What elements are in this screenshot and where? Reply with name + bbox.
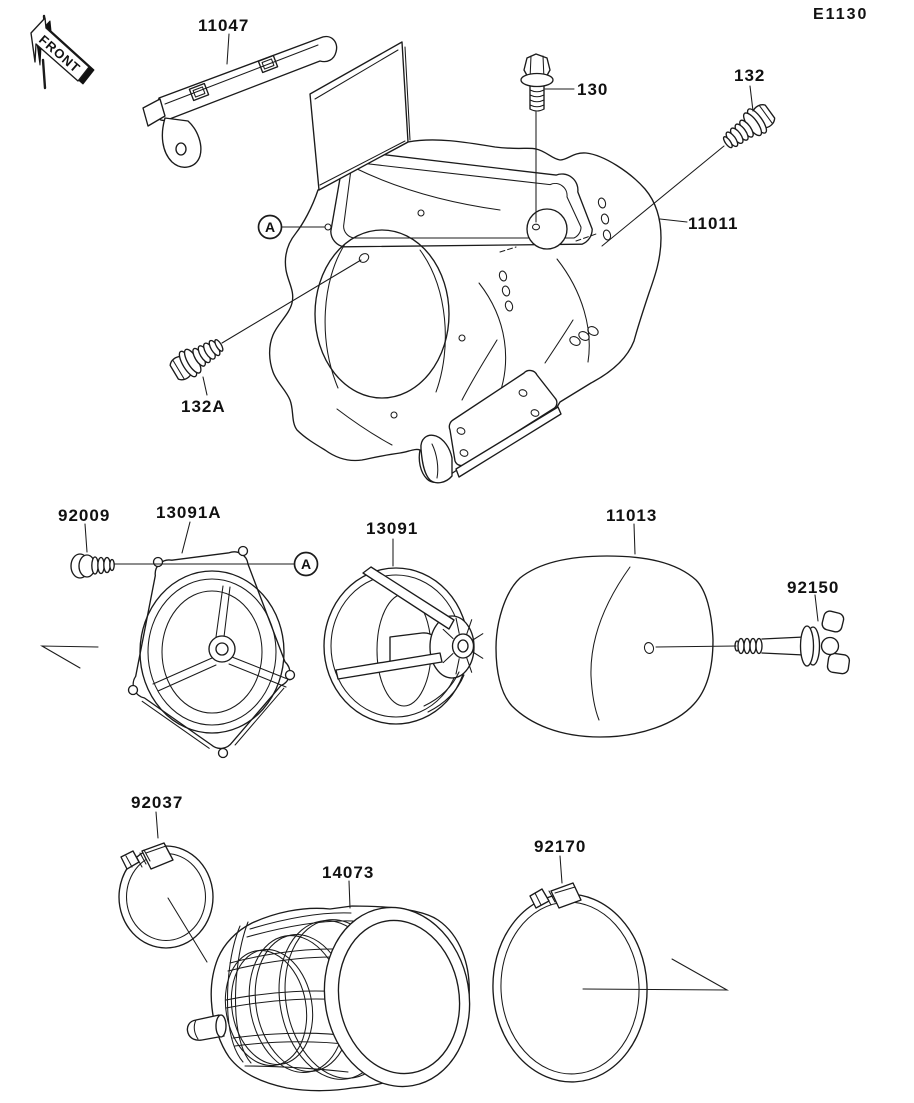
detail-marker-a-top xyxy=(259,216,282,239)
screw-92009-drawing xyxy=(71,554,114,578)
detail-marker-a-mid xyxy=(295,553,318,576)
part-label-14073: 14073 xyxy=(322,863,375,882)
bracket-drawing xyxy=(143,37,337,168)
part-label-92150: 92150 xyxy=(787,578,840,597)
part-label-92037: 92037 xyxy=(131,793,184,812)
front-label: FRONT xyxy=(36,31,84,76)
part-label-92170: 92170 xyxy=(534,837,587,856)
wing-bolt-drawing xyxy=(735,610,850,675)
air-duct-drawing xyxy=(187,896,483,1098)
clamp-front-drawing xyxy=(119,843,213,948)
page-code: E1130 xyxy=(813,6,869,23)
detail-marker-a-mid-label: A xyxy=(300,556,312,572)
air-cleaner-case-drawing xyxy=(270,42,661,483)
bolt-130-drawing xyxy=(521,54,553,111)
part-label-13091a: 13091A xyxy=(156,503,222,522)
part-label-130: 130 xyxy=(577,80,609,99)
part-label-11047: 11047 xyxy=(198,16,250,35)
detail-marker-a-top-label: A xyxy=(264,219,276,235)
part-label-132a: 132A xyxy=(181,397,226,416)
part-label-13091: 13091 xyxy=(366,519,419,538)
filter-frame-outer-drawing xyxy=(129,547,295,758)
front-direction-arrow xyxy=(31,16,94,88)
part-label-92009: 92009 xyxy=(58,506,111,525)
clamp-rear-drawing xyxy=(488,883,652,1086)
part-label-11013: 11013 xyxy=(606,506,658,525)
bolt-132a-drawing xyxy=(167,332,229,385)
filter-frame-inner-drawing xyxy=(324,567,483,724)
bolt-132-drawing xyxy=(717,100,778,155)
part-label-11011: 11011 xyxy=(688,214,739,233)
part-label-132: 132 xyxy=(734,66,766,85)
